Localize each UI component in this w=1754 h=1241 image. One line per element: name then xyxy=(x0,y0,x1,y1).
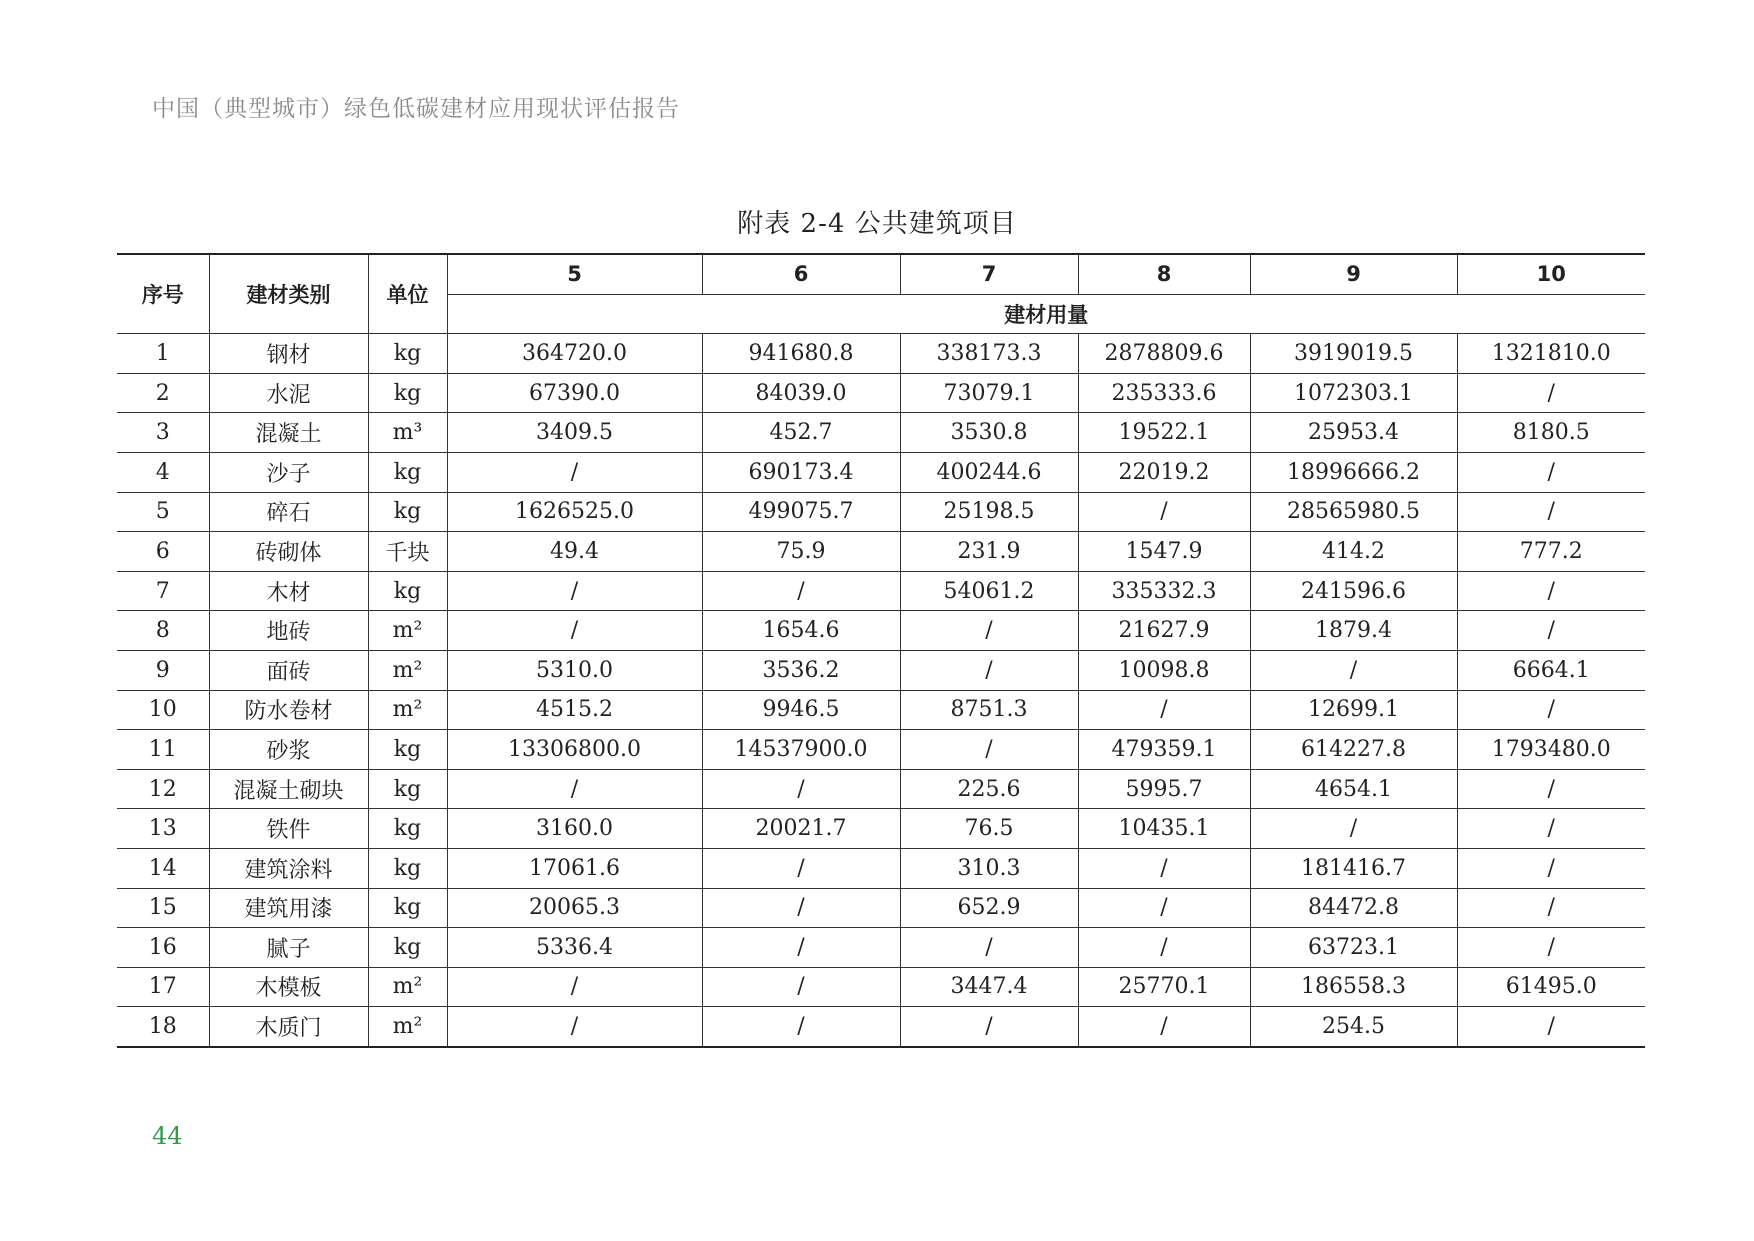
cell-category: 沙子 xyxy=(209,452,368,492)
cell-quantity: 22019.2 xyxy=(1078,452,1250,492)
cell-quantity: 235333.6 xyxy=(1078,373,1250,413)
table-row xyxy=(117,928,1645,968)
cell-quantity: 9946.5 xyxy=(702,690,900,730)
header-group-usage: 建材用量 xyxy=(447,294,1645,334)
cell-unit: kg xyxy=(368,452,447,492)
cell-quantity: 19522.1 xyxy=(1078,413,1250,453)
cell-quantity: / xyxy=(702,769,900,809)
cell-unit: m³ xyxy=(368,413,447,453)
cell-quantity: 6664.1 xyxy=(1457,650,1645,690)
cell-quantity: 21627.9 xyxy=(1078,611,1250,651)
cell-quantity: / xyxy=(1457,1007,1645,1047)
cell-quantity: / xyxy=(1457,848,1645,888)
cell-quantity: 20065.3 xyxy=(447,888,702,928)
cell-quantity: / xyxy=(1457,888,1645,928)
cell-category: 建筑涂料 xyxy=(209,848,368,888)
cell-quantity: / xyxy=(900,611,1078,651)
cell-quantity: 3409.5 xyxy=(447,413,702,453)
cell-seq: 15 xyxy=(117,888,209,928)
table-row xyxy=(117,611,1645,651)
cell-unit: kg xyxy=(368,334,447,374)
cell-unit: kg xyxy=(368,571,447,611)
cell-quantity: / xyxy=(1457,571,1645,611)
table-row xyxy=(117,809,1645,849)
cell-quantity: / xyxy=(447,611,702,651)
cell-quantity: 3530.8 xyxy=(900,413,1078,453)
cell-quantity: 310.3 xyxy=(900,848,1078,888)
cell-quantity: 84472.8 xyxy=(1250,888,1457,928)
cell-category: 木质门 xyxy=(209,1007,368,1047)
cell-unit: kg xyxy=(368,373,447,413)
cell-quantity: / xyxy=(900,928,1078,968)
cell-quantity: / xyxy=(900,650,1078,690)
header-project: 8 xyxy=(1078,254,1250,294)
cell-quantity: 18996666.2 xyxy=(1250,452,1457,492)
cell-quantity: / xyxy=(702,848,900,888)
header-seq: 序号 xyxy=(117,254,209,334)
cell-seq: 3 xyxy=(117,413,209,453)
cell-seq: 16 xyxy=(117,928,209,968)
cell-category: 防水卷材 xyxy=(209,690,368,730)
cell-quantity: 181416.7 xyxy=(1250,848,1457,888)
cell-quantity: / xyxy=(1457,452,1645,492)
cell-quantity: / xyxy=(1078,848,1250,888)
cell-category: 面砖 xyxy=(209,650,368,690)
cell-unit: kg xyxy=(368,928,447,968)
cell-quantity: 231.9 xyxy=(900,532,1078,572)
cell-quantity: 400244.6 xyxy=(900,452,1078,492)
cell-quantity: / xyxy=(447,452,702,492)
cell-quantity: 4654.1 xyxy=(1250,769,1457,809)
cell-quantity: 3536.2 xyxy=(702,650,900,690)
cell-unit: kg xyxy=(368,730,447,770)
table-row xyxy=(117,373,1645,413)
cell-quantity: 5336.4 xyxy=(447,928,702,968)
cell-quantity: 28565980.5 xyxy=(1250,492,1457,532)
cell-unit: 千块 xyxy=(368,532,447,572)
cell-seq: 2 xyxy=(117,373,209,413)
table-row xyxy=(117,967,1645,1007)
cell-unit: kg xyxy=(368,809,447,849)
cell-quantity: / xyxy=(1457,769,1645,809)
table-row xyxy=(117,532,1645,572)
header-unit: 单位 xyxy=(368,254,447,334)
cell-quantity: / xyxy=(1078,888,1250,928)
cell-category: 腻子 xyxy=(209,928,368,968)
cell-quantity: / xyxy=(1078,492,1250,532)
cell-quantity: 61495.0 xyxy=(1457,967,1645,1007)
table-row xyxy=(117,334,1645,374)
cell-quantity: / xyxy=(1250,809,1457,849)
cell-quantity: 8751.3 xyxy=(900,690,1078,730)
table-row xyxy=(117,452,1645,492)
cell-seq: 17 xyxy=(117,967,209,1007)
cell-unit: m² xyxy=(368,690,447,730)
cell-quantity: / xyxy=(1457,809,1645,849)
cell-category: 碎石 xyxy=(209,492,368,532)
cell-category: 木材 xyxy=(209,571,368,611)
cell-quantity: 1321810.0 xyxy=(1457,334,1645,374)
cell-quantity: 67390.0 xyxy=(447,373,702,413)
cell-category: 建筑用漆 xyxy=(209,888,368,928)
materials-table xyxy=(117,253,1645,1048)
cell-quantity: / xyxy=(447,1007,702,1047)
cell-quantity: / xyxy=(900,1007,1078,1047)
table-row xyxy=(117,650,1645,690)
cell-quantity: 254.5 xyxy=(1250,1007,1457,1047)
cell-quantity: / xyxy=(447,769,702,809)
cell-quantity: 1879.4 xyxy=(1250,611,1457,651)
cell-quantity: / xyxy=(702,571,900,611)
cell-quantity: 10098.8 xyxy=(1078,650,1250,690)
cell-category: 水泥 xyxy=(209,373,368,413)
table-row xyxy=(117,413,1645,453)
table-body xyxy=(117,334,1645,1047)
cell-quantity: 2878809.6 xyxy=(1078,334,1250,374)
cell-category: 地砖 xyxy=(209,611,368,651)
cell-seq: 14 xyxy=(117,848,209,888)
table-caption: 附表 2-4 公共建筑项目 xyxy=(737,209,1017,239)
cell-quantity: / xyxy=(1457,373,1645,413)
cell-quantity: 5310.0 xyxy=(447,650,702,690)
cell-quantity: / xyxy=(1078,1007,1250,1047)
cell-quantity: 777.2 xyxy=(1457,532,1645,572)
cell-quantity: 614227.8 xyxy=(1250,730,1457,770)
page-number: 44 xyxy=(152,1122,183,1150)
cell-quantity: / xyxy=(702,928,900,968)
cell-seq: 9 xyxy=(117,650,209,690)
cell-quantity: 5995.7 xyxy=(1078,769,1250,809)
cell-quantity: 499075.7 xyxy=(702,492,900,532)
table-row xyxy=(117,571,1645,611)
cell-quantity: 25953.4 xyxy=(1250,413,1457,453)
cell-unit: m² xyxy=(368,1007,447,1047)
cell-category: 砂浆 xyxy=(209,730,368,770)
header-project: 6 xyxy=(702,254,900,294)
cell-quantity: / xyxy=(447,571,702,611)
cell-seq: 1 xyxy=(117,334,209,374)
table-row xyxy=(117,690,1645,730)
cell-quantity: 452.7 xyxy=(702,413,900,453)
cell-quantity: 75.9 xyxy=(702,532,900,572)
cell-quantity: 76.5 xyxy=(900,809,1078,849)
cell-quantity: 1072303.1 xyxy=(1250,373,1457,413)
cell-quantity: 3160.0 xyxy=(447,809,702,849)
cell-quantity: / xyxy=(1457,928,1645,968)
cell-quantity: 941680.8 xyxy=(702,334,900,374)
header-project: 5 xyxy=(447,254,702,294)
cell-quantity: / xyxy=(702,888,900,928)
cell-quantity: 8180.5 xyxy=(1457,413,1645,453)
cell-unit: kg xyxy=(368,888,447,928)
cell-unit: m² xyxy=(368,650,447,690)
cell-category: 砖砌体 xyxy=(209,532,368,572)
cell-quantity: 3919019.5 xyxy=(1250,334,1457,374)
header-project: 7 xyxy=(900,254,1078,294)
table-row xyxy=(117,492,1645,532)
table-row xyxy=(117,730,1645,770)
table-row xyxy=(117,888,1645,928)
cell-quantity: 3447.4 xyxy=(900,967,1078,1007)
cell-quantity: / xyxy=(702,1007,900,1047)
cell-quantity: / xyxy=(900,730,1078,770)
cell-seq: 8 xyxy=(117,611,209,651)
cell-quantity: 63723.1 xyxy=(1250,928,1457,968)
cell-unit: m² xyxy=(368,611,447,651)
cell-category: 木模板 xyxy=(209,967,368,1007)
cell-unit: kg xyxy=(368,769,447,809)
cell-quantity: 20021.7 xyxy=(702,809,900,849)
cell-quantity: 54061.2 xyxy=(900,571,1078,611)
cell-seq: 13 xyxy=(117,809,209,849)
cell-seq: 5 xyxy=(117,492,209,532)
table-row xyxy=(117,769,1645,809)
cell-quantity: 1654.6 xyxy=(702,611,900,651)
running-header: 中国（典型城市）绿色低碳建材应用现状评估报告 xyxy=(152,96,680,122)
cell-quantity: 25198.5 xyxy=(900,492,1078,532)
cell-quantity: / xyxy=(702,967,900,1007)
cell-quantity: 225.6 xyxy=(900,769,1078,809)
cell-seq: 12 xyxy=(117,769,209,809)
cell-quantity: 652.9 xyxy=(900,888,1078,928)
header-project: 9 xyxy=(1250,254,1457,294)
cell-quantity: 338173.3 xyxy=(900,334,1078,374)
table-row xyxy=(117,848,1645,888)
cell-quantity: 241596.6 xyxy=(1250,571,1457,611)
table-row xyxy=(117,1007,1645,1047)
cell-quantity: 1547.9 xyxy=(1078,532,1250,572)
cell-quantity: 12699.1 xyxy=(1250,690,1457,730)
cell-quantity: 84039.0 xyxy=(702,373,900,413)
cell-quantity: 690173.4 xyxy=(702,452,900,492)
cell-quantity: 14537900.0 xyxy=(702,730,900,770)
cell-category: 混凝土砌块 xyxy=(209,769,368,809)
cell-quantity: / xyxy=(447,967,702,1007)
cell-quantity: / xyxy=(1078,690,1250,730)
cell-seq: 18 xyxy=(117,1007,209,1047)
cell-quantity: 25770.1 xyxy=(1078,967,1250,1007)
cell-seq: 6 xyxy=(117,532,209,572)
cell-quantity: / xyxy=(1078,928,1250,968)
cell-category: 钢材 xyxy=(209,334,368,374)
cell-unit: kg xyxy=(368,848,447,888)
cell-seq: 11 xyxy=(117,730,209,770)
cell-quantity: / xyxy=(1457,611,1645,651)
cell-quantity: / xyxy=(1457,492,1645,532)
cell-unit: m² xyxy=(368,967,447,1007)
cell-quantity: 1626525.0 xyxy=(447,492,702,532)
cell-quantity: 49.4 xyxy=(447,532,702,572)
cell-quantity: / xyxy=(1457,690,1645,730)
cell-quantity: / xyxy=(1250,650,1457,690)
cell-quantity: 335332.3 xyxy=(1078,571,1250,611)
cell-quantity: 73079.1 xyxy=(900,373,1078,413)
cell-unit: kg xyxy=(368,492,447,532)
cell-seq: 4 xyxy=(117,452,209,492)
cell-quantity: 186558.3 xyxy=(1250,967,1457,1007)
cell-quantity: 364720.0 xyxy=(447,334,702,374)
cell-quantity: 414.2 xyxy=(1250,532,1457,572)
cell-quantity: 10435.1 xyxy=(1078,809,1250,849)
cell-quantity: 13306800.0 xyxy=(447,730,702,770)
cell-category: 铁件 xyxy=(209,809,368,849)
cell-quantity: 4515.2 xyxy=(447,690,702,730)
cell-quantity: 479359.1 xyxy=(1078,730,1250,770)
header-project: 10 xyxy=(1457,254,1645,294)
cell-quantity: 17061.6 xyxy=(447,848,702,888)
header-category: 建材类别 xyxy=(209,254,368,334)
cell-seq: 7 xyxy=(117,571,209,611)
cell-seq: 10 xyxy=(117,690,209,730)
cell-quantity: 1793480.0 xyxy=(1457,730,1645,770)
cell-category: 混凝土 xyxy=(209,413,368,453)
